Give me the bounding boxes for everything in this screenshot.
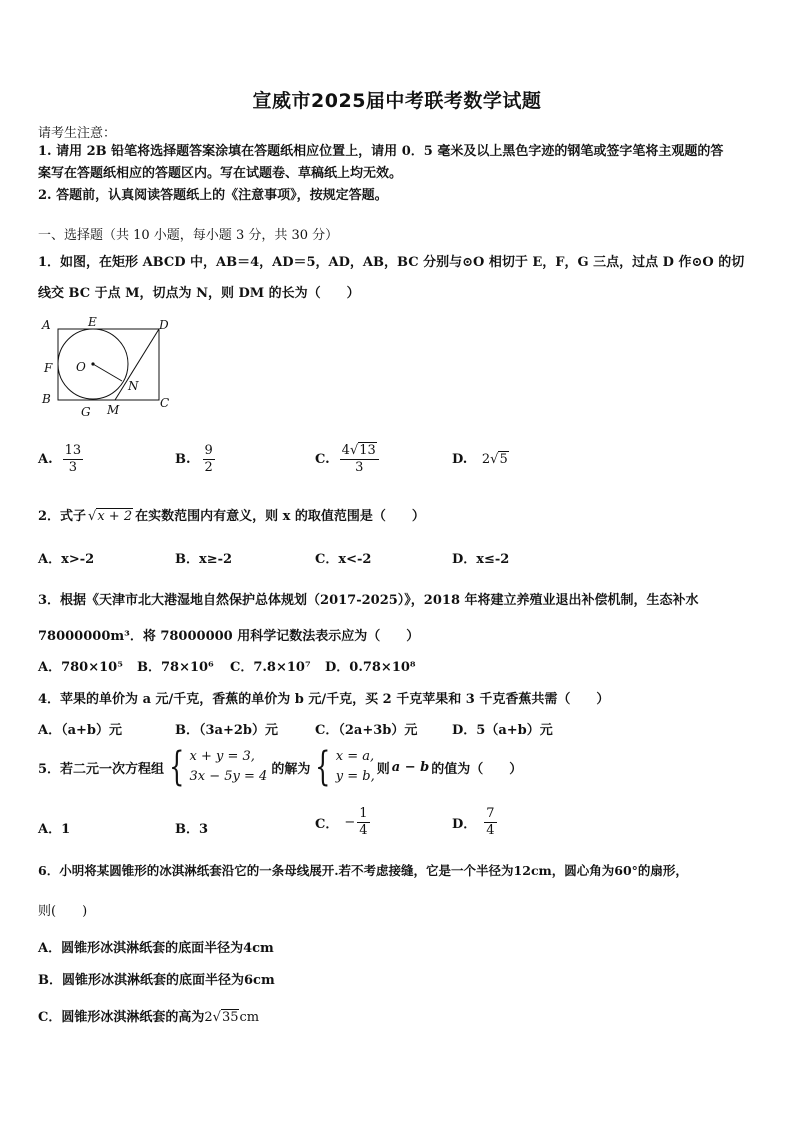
q2-text-post: 在实数范围内有意义，则 x 的取值范围是（ ）: [135, 509, 425, 524]
q3-option-a[interactable]: A．780×10⁵: [38, 660, 123, 675]
q5-sol1: x = a,: [335, 749, 375, 764]
q5-solution-brace: {: [315, 744, 331, 790]
q1-option-b-label: B.: [175, 452, 191, 467]
q3-text-line1: 3．根据《天津市北大港湿地自然保护总体规划（2017-2025）》，2018 年将建立养殖业退出补偿机制，生态补水: [38, 593, 699, 608]
q5-option-c-num: 1: [359, 806, 368, 821]
q3-option-b[interactable]: B．78×10⁶: [137, 660, 214, 675]
q1-option-b-num: 9: [204, 443, 213, 458]
q1-option-a[interactable]: [38, 443, 85, 476]
center-point: [91, 362, 94, 365]
q5-option-c-frac: [357, 806, 369, 839]
label-c: C: [160, 396, 170, 410]
q1-option-c[interactable]: [315, 443, 381, 476]
q1-option-c-num: 4√13: [340, 443, 379, 460]
q3-text-line2: 78000000m³．将 78000000 用科学记数法表示应为（ ）: [38, 629, 420, 644]
label-f: F: [44, 361, 53, 375]
notice-line-1: 1. 请用 2B 铅笔将选择题答案涂填在答题纸相应位置上，请用 0．5 毫米及以上黑色字迹的钢笔或签字笔将主观题的答: [38, 144, 724, 159]
notice-heading: 请考生注意：: [38, 126, 117, 141]
notice-line-1-cont: 案写在答题纸相应的答题区内。写在试题卷、草稿纸上均无效。: [38, 166, 403, 181]
q4-option-b[interactable]: B．（3a+2b）元: [175, 723, 278, 738]
q1-option-d[interactable]: [452, 452, 509, 467]
rectangle-abcd: [58, 329, 159, 400]
q5-eq1: x + y = 3,: [189, 749, 255, 764]
q5-solution-system: [310, 744, 375, 790]
q6-option-c-text: C．圆锥形冰淇淋纸套的高为: [38, 1010, 205, 1025]
q3-option-d[interactable]: D．0.78×10⁸: [325, 660, 416, 675]
q2-option-c[interactable]: C．x<-2: [315, 552, 372, 567]
q5-eq2: 3x − 5y = 4: [189, 769, 268, 784]
q5-sol2: y = b,: [335, 769, 375, 784]
q4-option-a[interactable]: A．（a+b）元: [38, 723, 122, 738]
label-d: D: [159, 318, 169, 332]
q5-option-b[interactable]: B．3: [175, 822, 209, 837]
q1-option-c-label: C.: [315, 452, 330, 467]
q5-option-c[interactable]: [315, 806, 372, 839]
q6-option-c[interactable]: [38, 1006, 259, 1025]
q1-option-d-rad: 5: [499, 452, 508, 467]
q5-option-d[interactable]: [452, 806, 499, 839]
label-a: A: [42, 318, 51, 332]
q1-option-d-label: D.: [452, 452, 468, 467]
q2-option-d[interactable]: D．x≤-2: [452, 552, 510, 567]
q2-option-a[interactable]: A．x>-2: [38, 552, 95, 567]
notice-line-2: 2. 答题前，认真阅读答题纸上的《注意事项》，按规定答题。: [38, 188, 388, 203]
q5-option-c-sign: −: [344, 815, 356, 830]
q2-text-pre: 2．式子: [38, 509, 87, 524]
q1-option-a-label: A.: [38, 452, 53, 467]
q6-text-line2: 则( ): [38, 904, 88, 919]
q1-option-a-num: 13: [64, 443, 82, 458]
q5-text-then: 则: [376, 761, 390, 777]
q6-option-c-coef: 2: [204, 1010, 213, 1025]
radius-on: [93, 364, 122, 381]
label-n: N: [128, 379, 139, 393]
q3-option-c[interactable]: C．7.8×10⁷: [230, 660, 311, 675]
q1-option-c-rad: 13: [359, 443, 376, 458]
q5-text-mid: 的解为: [271, 761, 311, 777]
label-m: M: [107, 403, 120, 417]
q5-option-c-label: C．: [315, 817, 339, 832]
q1-option-b-den: 2: [204, 460, 213, 475]
q1-option-b[interactable]: [175, 443, 217, 476]
q5-text-post: 的值为（ ）: [431, 761, 523, 777]
q1-option-d-coef: 2: [481, 452, 491, 467]
q5-option-c-den: 4: [359, 823, 368, 838]
q2-option-b[interactable]: B．x≥-2: [175, 552, 233, 567]
q1-figure: [36, 312, 176, 422]
q6-option-c-rad: 35: [221, 1010, 239, 1025]
page-title: 宣威市2025届中考联考数学试题: [252, 90, 542, 112]
q1-option-a-den: 3: [68, 460, 78, 475]
label-g: G: [81, 405, 91, 419]
q5-text: [38, 744, 523, 790]
q5-option-d-label: D．: [452, 817, 477, 832]
q6-option-a[interactable]: A．圆锥形冰淇淋纸套的底面半径为4cm: [38, 941, 274, 956]
q1-option-d-value: 2√5: [481, 452, 508, 467]
q6-option-b[interactable]: B．圆锥形冰淇淋纸套的底面半径为6cm: [38, 973, 275, 988]
q2-radical: √x + 2: [88, 509, 133, 524]
label-e: E: [88, 315, 97, 329]
q1-option-c-coef: 4: [341, 443, 350, 458]
q1-option-c-frac: [340, 443, 379, 476]
q2-radicand: x + 2: [97, 509, 133, 524]
label-o: O: [76, 360, 86, 374]
q4-option-c[interactable]: C．（2a+3b）元: [315, 723, 418, 738]
q4-text: 4．苹果的单价为 a 元/千克，香蕉的单价为 b 元/千克，买 2 千克苹果和 3 千克香蕉共需（ ）: [38, 692, 610, 707]
q4-option-d[interactable]: D．5（a+b）元: [452, 723, 553, 738]
q6-option-c-value: 2√35cm: [204, 1010, 260, 1025]
q5-system-brace: {: [169, 744, 185, 790]
q5-option-a[interactable]: A．1: [38, 822, 71, 837]
q1-option-b-frac: [203, 443, 215, 476]
q1-option-a-frac: [63, 443, 84, 476]
q1-option-c-den: 3: [355, 460, 364, 475]
section-heading: 一、选择题（共 10 小题，每小题 3 分，共 30 分）: [38, 228, 339, 243]
label-b: B: [42, 392, 51, 406]
q1-text-line1: 1．如图，在矩形 ABCD 中，AB＝4，AD＝5，AD，AB，BC 分别与⊙O 相切于 E，F，G 三点，过点 D 作⊙O 的切: [38, 255, 745, 270]
q5-option-d-frac: [484, 806, 496, 839]
q6-text-line1: 6．小明将某圆锥形的冰淇淋纸套沿它的一条母线展开.若不考虑接缝，它是一个半径为12cm，圆心角为60°的扇形，: [38, 863, 688, 878]
q2-text: [38, 505, 425, 524]
q1-text-line2: 线交 BC 于点 M，切点为 N，则 DM 的长为（ ）: [38, 286, 360, 301]
q5-text-pre: 5．若二元一次方程组: [38, 761, 165, 777]
q5-option-d-den: 4: [486, 823, 495, 838]
q5-equation-system: [164, 744, 268, 790]
q5-option-d-num: 7: [486, 806, 495, 821]
q5-expression: a − b: [391, 759, 430, 775]
q6-option-c-unit: cm: [239, 1010, 260, 1025]
